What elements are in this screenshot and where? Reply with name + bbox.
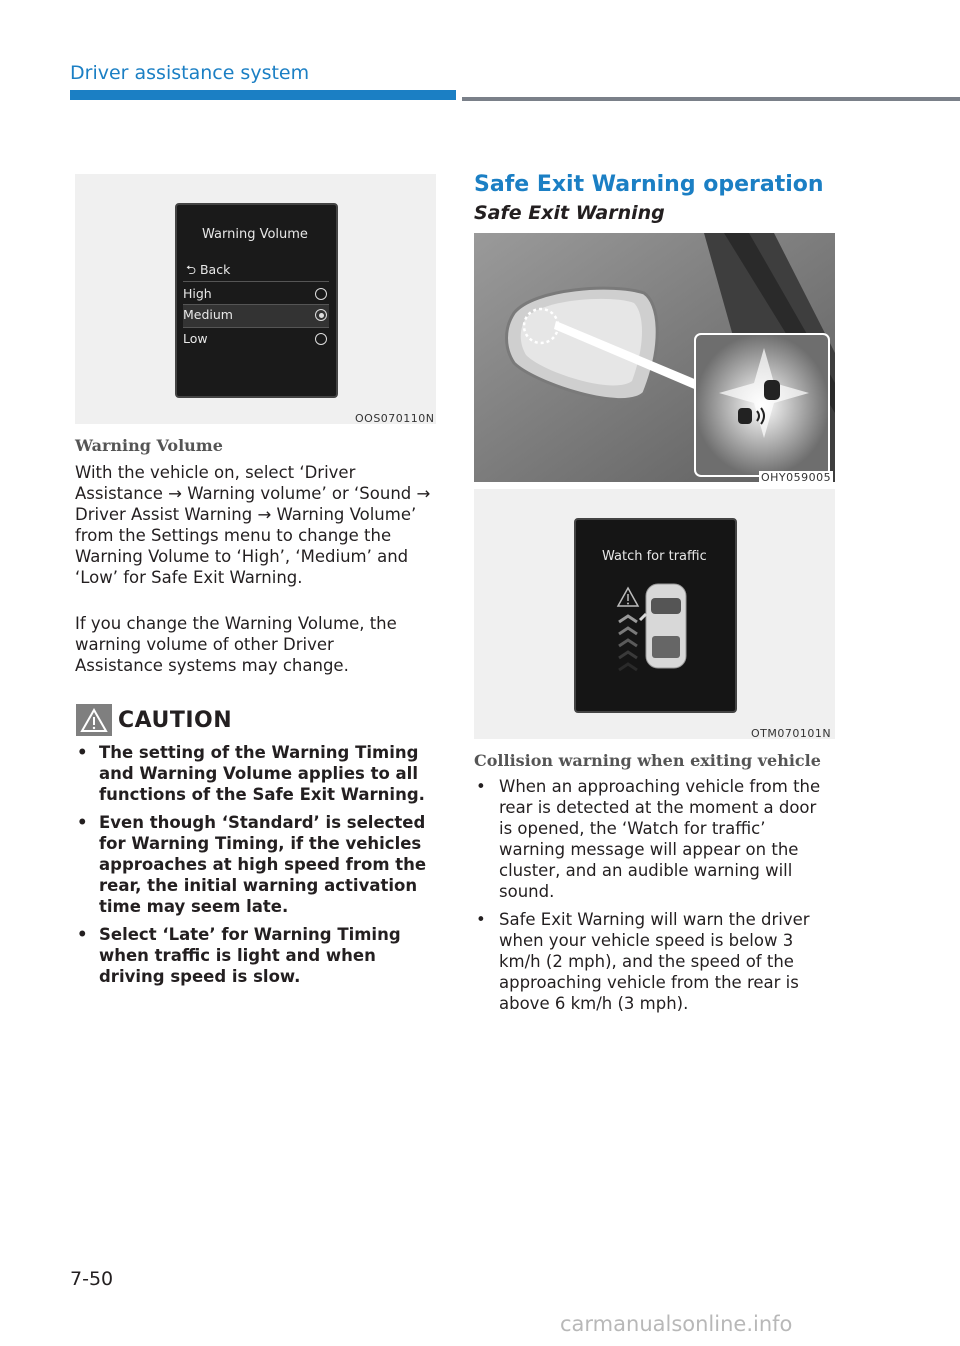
paragraph: If you change the Warning Volume, the warning volume of other Driver Assistance systems may change. (75, 614, 397, 675)
back-label: ⮌ Back (186, 262, 231, 277)
option-medium (183, 305, 329, 327)
figure-mirror-illustration (474, 233, 835, 482)
list-item: • The setting of the Warning Timing and Warning Volume applies to all functions of the Safe Exit Warning. (75, 742, 440, 805)
option-high (183, 284, 329, 306)
caution-icon (76, 704, 112, 736)
radio-selected-icon (315, 309, 327, 321)
subheading-warning-volume: Warning Volume (75, 436, 223, 455)
option-low (183, 329, 329, 351)
screen-title: Warning Volume (202, 227, 308, 242)
menu-divider (183, 327, 329, 328)
paragraph: With the vehicle on, select ‘Driver Assistance → Warning volume’ or ‘Sound → Driver Assist Warning → Warning Volume’ from the Settings menu to change the Warning Volume to ‘High’, ‘Medium’ and ‘Low’ for Safe Exit Warning. (75, 463, 431, 587)
list-item: • Select ‘Late’ for Warning Timing when traffic is light and when driving speed is slow. (75, 924, 440, 987)
menu-divider (183, 281, 329, 282)
caution-title: CAUTION (118, 708, 233, 733)
section-title: Driver assistance system (70, 62, 310, 84)
screen-message: Watch for traffic (602, 549, 707, 564)
header-bar-blue (70, 90, 456, 100)
figure-code: OHY059005 (761, 471, 832, 484)
collision-list (474, 776, 834, 1021)
figure-code: OTM070101N (751, 727, 832, 740)
list-item: • Even though ‘Standard’ is selected for Warning Timing, if the vehicles approaches at high speed from the rear, the initial warning activation time may seem late. (75, 812, 440, 917)
option-label: Low (183, 331, 208, 346)
radio-icon (315, 333, 327, 345)
option-label: High (183, 286, 212, 301)
car-rear-icon (612, 580, 692, 680)
watermark: carmanualsonline.info (560, 1312, 793, 1336)
header-bar-gray (462, 97, 960, 101)
heading-safe-exit-operation: Safe Exit Warning operation (474, 172, 824, 197)
list-item: • Safe Exit Warning will warn the driver when your vehicle speed is below 3 km/h (2 mph), and the speed of the approaching vehicle from the rear is above 6 km/h (3 mph). (474, 909, 834, 1014)
subheading-safe-exit: Safe Exit Warning (474, 202, 665, 224)
list-item: • When an approaching vehicle from the rear is detected at the moment a door is opened, the ‘Watch for traffic’ warning message will appear on the cluster, and an audible warning will sound. (474, 776, 834, 902)
figure-code: OOS070110N (355, 412, 435, 425)
page-number: 7-50 (70, 1268, 114, 1290)
option-label: Medium (183, 307, 233, 322)
subheading-collision-warning: Collision warning when exiting vehicle (474, 751, 821, 770)
caution-list (75, 742, 440, 994)
radio-icon (315, 288, 327, 300)
